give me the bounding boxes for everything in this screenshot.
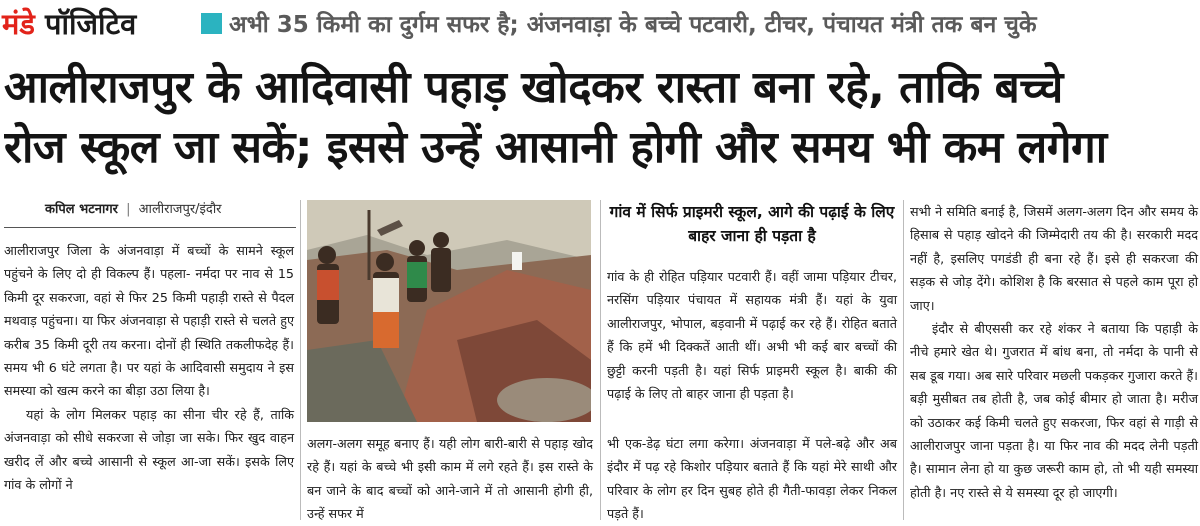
top-strip [0, 0, 1200, 52]
article-column-1 [4, 239, 294, 496]
byline-separator: | [126, 202, 131, 217]
paragraph: आलीराजपुर जिला के अंजनवाड़ा में बच्चों के सामने स्कूल पहुंचने के लिए दो ही विकल्प हैं। पहला- नर्मदा पर नाव से 15 किमी दूर सकरजा, वहां से फिर 25 किमी पहाड़ी रास्ते से पैदल मथवाड़ पहुंचना। या फिर अंजनवाड़ा से पहाड़ी रास्ते से चलते हुए करीब 35 किमी दूरी तय करना। दोनों ही स्थिति तकलीफदेह हैं। समय भी 6 घंटे लगता है। पर यहां के आदिवासी समुदाय ने इस समस्या को खत्म करने का बीड़ा उठा लिया है। [4, 243, 294, 399]
headline [4, 58, 1196, 178]
paragraph: इंदौर से बीएससी कर रहे शंकर ने बताया कि पहाड़ी के नीचे हमारे खेत थे। गुजरात में बांध बना, तो नर्मदा के पानी से सब डूब गया। अब सारे परिवार मछली पकड़कर गुजारा करते हैं। बड़ी मुसीबत तब होती है, जब कोई बीमार हो जाता है। मरीज को उठाकर कई किमी चलते हुए सकरजा, फिर वहां से गाड़ी से आलीराजपुर जाना पड़ता है। या फिर नाव की मदद लेनी पड़ती है। सामान लेना हो या कुछ जरूरी काम हो, तो भी यही समस्या होती है। नए रास्ते से ये समस्या दूर हो जाएगी। [910, 321, 1198, 500]
paragraph: गांव के ही रोहित पड़ियार पटवारी हैं। वहीं जामा पड़ियार टीचर, नरसिंग पड़ियार पंचायत में सहायक मंत्री हैं। यहां के युवा आलीराजपुर, भोपाल, बड़वानी में पढ़ाई कर रहे हैं। रोहित बताते हैं कि हमें भी दिक्कतें आती थीं। अभी भी कई बार बच्चों की छुट्टी करनी पड़ती है। यहां सिर्फ प्राइमरी स्कूल है। बाकी की पढ़ाई के लिए तो बाहर जाना ही पड़ता है। [607, 269, 897, 402]
paragraph: यहां के लोग मिलकर पहाड़ का सीना चीर रहे हैं, ताकि अंजनवाड़ा को सीधे सकरजा से जोड़ा जा सके। फिर खुद वाहन खरीद लें और बच्चे आसानी से स्कूल आ-जा सकें। इसके लिए गांव के लोगों ने [4, 406, 294, 493]
photo-villagers-digging-icon [307, 200, 591, 422]
paragraph: अलग-अलग समूह बनाए हैं। यही लोग बारी-बारी से पहाड़ खोद रहे हैं। यहां के बच्चे भी इसी काम में लगे रहते हैं। इस रास्ते के बन जाने के बाद बच्चों को आने-जाने में तो आसानी होगी ही, उन्हें सफर में [307, 436, 593, 522]
subheading: गांव में सिर्फ प्राइमरी स्कूल, आगे की पढ़ाई के लिए बाहर जाना ही पड़ता है [609, 203, 895, 245]
kicker-line: अभी 35 किमी का दुर्गम सफर है; अंजनवाड़ा के बच्चे पटवारी, टीचर, पंचायत मंत्री तक बन चुके [229, 12, 1037, 38]
article-column-4 [910, 200, 1198, 504]
paragraph: सभी ने समिति बनाई है, जिसमें अलग-अलग दिन और समय के हिसाब से पहाड़ खोदने की जिम्मेदारी तय की है। सरकारी मदद नहीं है, इसलिए पगडंडी ही बना रहे हैं। इसे ही सकरजा की सड़क से जोड़ देंगे। कोशिश है कि बरसात से पहले काम पूरा हो जाए। [910, 204, 1198, 313]
brand-square-icon [201, 13, 222, 34]
headline-line-2: रोज स्कूल जा सकें; इससे उन्हें आसानी होगी और समय भी कम लगेगा [4, 122, 1107, 173]
article-column-3-top [607, 265, 897, 405]
byline-divider [4, 227, 296, 228]
article-column-3-bottom [607, 432, 897, 526]
column-divider [300, 200, 301, 520]
article-column-2 [307, 432, 593, 526]
byline-author: कपिल भटनागर [45, 202, 118, 217]
section-brand [2, 4, 136, 44]
brand-positive: पॉजिटिव [44, 7, 137, 41]
byline-place: आलीराजपुर/इंदौर [138, 202, 222, 217]
headline-line-1: आलीराजपुर के आदिवासी पहाड़ खोदकर रास्ता बना रहे, ताकि बच्चे [4, 62, 1063, 113]
column-divider [600, 200, 601, 520]
column-divider [903, 200, 904, 520]
paragraph: भी एक-डेढ़ घंटा लगा करेगा। अंजनवाड़ा में पले-बढ़े और अब इंदौर में पढ़ रहे किशोर पड़ियार बताते हैं कि यहां मेरे साथी और परिवार के लोग हर दिन सुबह होते ही गैती-फावड़ा लेकर निकल पड़ते हैं। [607, 436, 897, 522]
byline [45, 199, 295, 221]
brand-monday: मंडे [2, 7, 35, 41]
news-photo [307, 200, 591, 422]
